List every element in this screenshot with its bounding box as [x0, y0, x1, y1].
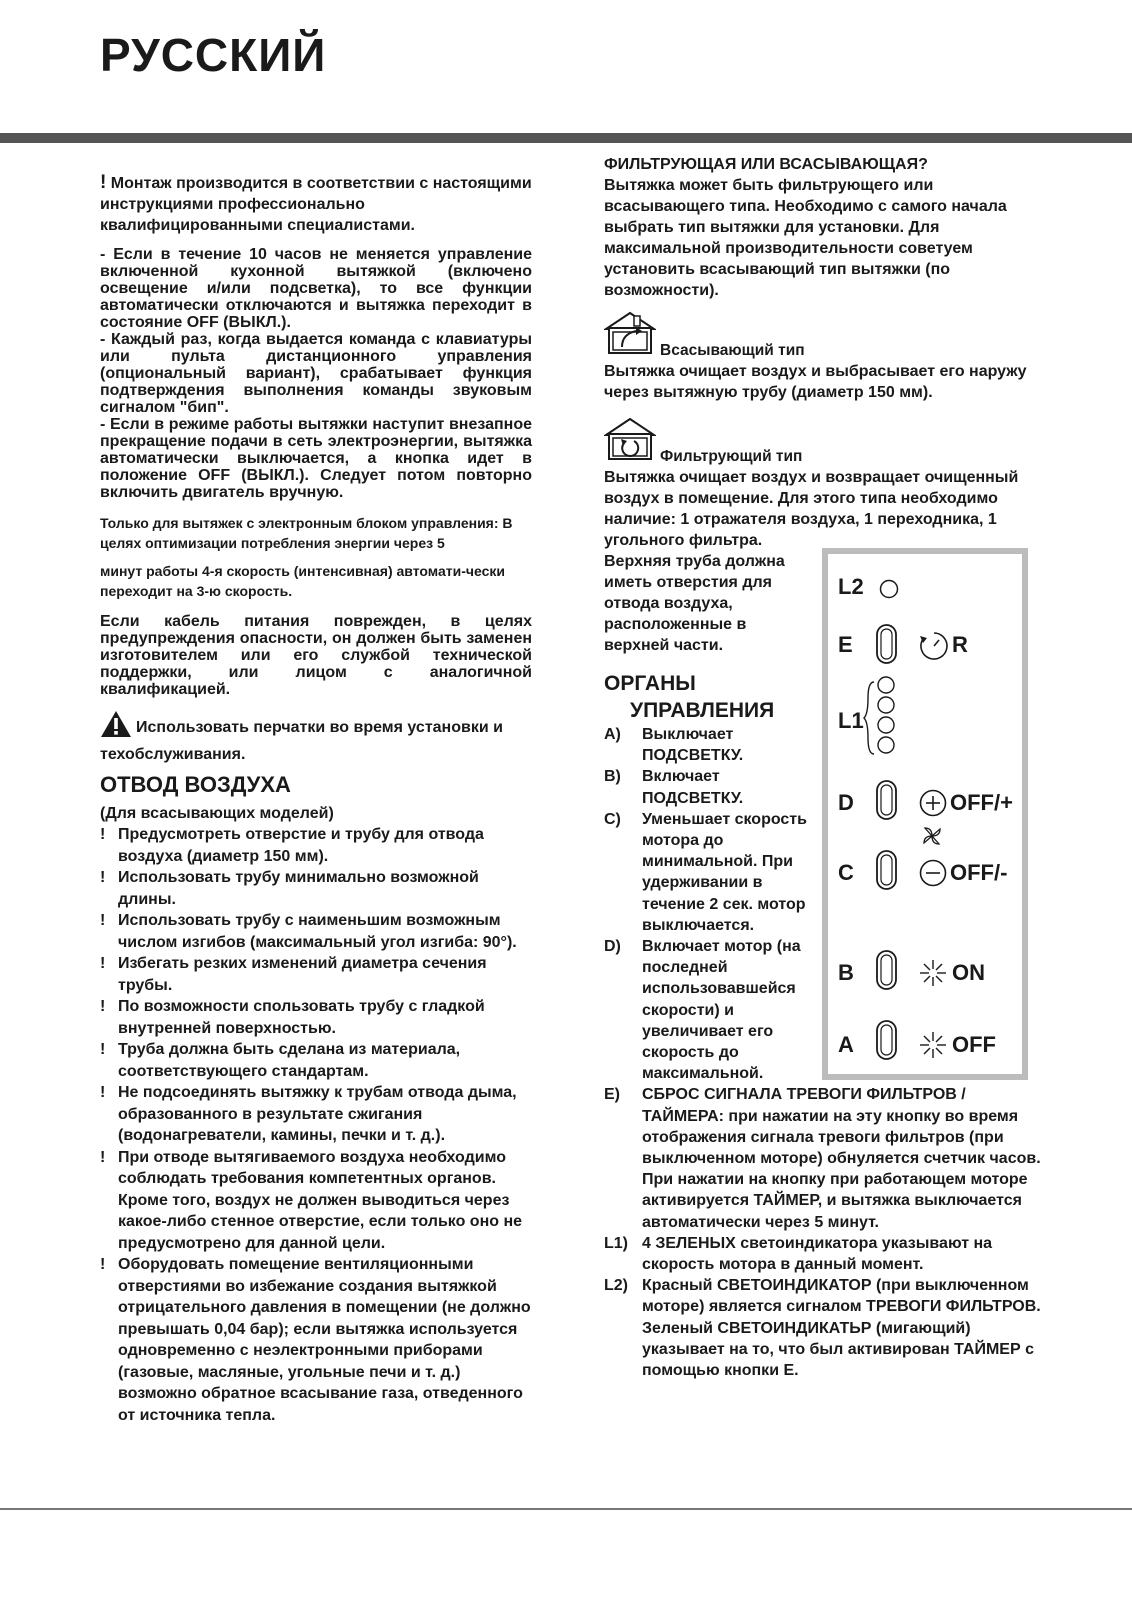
- list-item: ! Труба должна быть сделана из материала, соответствующего стандартам.: [100, 1041, 461, 1080]
- install-note: [100, 172, 532, 236]
- panel-label-l1: L1: [838, 708, 864, 733]
- footer-divider: [0, 1508, 1132, 1510]
- timer-reset-icon: [918, 630, 950, 662]
- light-off-icon: [918, 1030, 948, 1060]
- warning-triangle-icon: [100, 710, 132, 744]
- air-duct-rules: [100, 824, 532, 1426]
- control-item-a: A) Выключает ПОДСВЕТКУ.: [604, 726, 744, 765]
- upper-pipe-note: Верхняя труба должна иметь отверстия для отвода воздуха, расположенные в верхней части.: [604, 553, 785, 654]
- control-item-b: B) Включает ПОДСВЕТКУ.: [604, 768, 744, 807]
- notes-block: [100, 246, 532, 501]
- electronic-note: Только для вытяжек с электронным блоком управления: В целях оптимизации потребления энергии через 5: [100, 515, 513, 551]
- note-item: - Каждый раз, когда выдается команда с клавиатуры или пульта дистанционного управления (опциональный вариант), срабатывает функция подтверждения выполнения команды звуковым сигналом "бип".: [100, 331, 532, 416]
- list-item: ! Избегать резких изменений диаметра сечения трубы.: [100, 955, 487, 994]
- controls-title: ОРГАНЫ УПРАВЛЕНИЯ: [604, 672, 775, 722]
- light-on-icon: [918, 958, 948, 988]
- suction-house-icon: [604, 311, 656, 361]
- button-a-icon[interactable]: [874, 1018, 900, 1062]
- panel-label-c: C: [838, 860, 854, 885]
- exclamation-icon: !: [100, 172, 107, 193]
- panel-label-b: B: [838, 960, 854, 985]
- panel-label-a: A: [838, 1032, 854, 1057]
- list-item: ! Предусмотреть отверстие и трубу для отвода воздуха (диаметр 150 мм).: [100, 826, 484, 865]
- panel-text-off: OFF: [952, 1032, 996, 1057]
- fan-icon: [920, 824, 944, 848]
- gloves-warning: [100, 710, 532, 765]
- panel-label-l2: L2: [838, 574, 864, 599]
- header-divider: [0, 133, 1132, 143]
- l1-led-group-icon: [862, 674, 902, 764]
- button-d-icon[interactable]: [874, 778, 900, 822]
- install-note-text: Монтаж производится в соответствии с настоящими инструкциями профессионально квалифицированными специалистами.: [100, 175, 532, 234]
- suction-text: Вытяжка очищает воздух и выбрасывает его наружу через вытяжную трубу (диаметр 150 мм).: [604, 363, 1027, 401]
- l2-led-icon: [878, 578, 900, 600]
- list-item: ! Использовать трубу с наименьшим возможным числом изгибов (максимальный угол изгиба: 90°).: [100, 912, 517, 951]
- list-item: ! По возможности спользовать трубу с гладкой внутренней поверхностью.: [100, 998, 485, 1037]
- note-item: - Если в течение 10 часов не меняется управление включенной кухонной вытяжкой (включено освещение и/или подсветка), то все функции автоматически отключаются и вытяжка переходит в состояние OFF (ВЫКЛ.).: [100, 246, 532, 331]
- panel-text-r: R: [952, 632, 968, 657]
- panel-text-on: ON: [952, 960, 985, 985]
- list-item: ! При отводе вытягиваемого воздуха необходимо соблюдать требования компетентных органов. Кроме того, воздух не должен выводиться через какое-либо стенное отверстие, если только оно не предусмотрено для данной цели.: [100, 1148, 523, 1252]
- section-subtitle: (Для всасывающих моделей): [100, 805, 334, 822]
- control-item-c: C) Уменьшает скорость мотора до минимальной. При удерживании в течение 2 сек. мотор выключается.: [604, 810, 807, 934]
- suction-mode: [604, 311, 1052, 361]
- suction-label: Всасывающий тип: [660, 342, 805, 359]
- control-item-l1: L1) 4 ЗЕЛЕНЫХ светоиндикатора указывают на скорость мотора в данный момент.: [604, 1234, 993, 1274]
- button-b-icon[interactable]: [874, 948, 900, 992]
- panel-text-off-minus: OFF/-: [950, 860, 1008, 885]
- button-c-icon[interactable]: [874, 848, 900, 892]
- list-item: ! Оборудовать помещение вентиляционными отверстиями во избежание создания вытяжкой отрицательного давления в помещении (не должно превышать 0,04 бар); если вытяжка используется одновременно с неэлектронными приборами (газовые, масляные, угольные печи и т. д.) возможно обратное всасывание газа, отведенного от источника тепла.: [100, 1256, 531, 1424]
- type-heading: ФИЛЬТРУЮЩАЯ ИЛИ ВСАСЫВАЮЩАЯ?: [604, 156, 928, 173]
- type-intro: Вытяжка может быть фильтрующего или всасывающего типа. Необходимо с самого начала выбрать тип вытяжки для установки. Для максимальной производительности советуем установить всасывающий тип вытяжки (по возможности).: [604, 177, 1007, 299]
- filter-label: Фильтрующий тип: [660, 448, 803, 465]
- plus-circle-icon: [918, 788, 948, 818]
- electronic-note-cont: минут работы 4-я скорость (интенсивная) автомати-чески переходит на 3-ю скорость.: [100, 563, 505, 599]
- left-column: [100, 172, 532, 1426]
- list-item: ! Не подсоединять вытяжку к трубам отвода дыма, образованного в результате сжигания (водонагреватели, камины, печки и т. д.).: [100, 1084, 517, 1144]
- control-panel-diagram: [822, 548, 1028, 1080]
- control-item-l2: L2) Красный СВЕТОИНДИКАТОР (при выключенном моторе) является сигналом ТРЕВОГИ ФИЛЬТРОВ. Зеленый СВЕТОИНДИКАТЬР (мигающий) указывает на то, что был активирован ТАЙМЕР с помощью кнопки E.: [604, 1277, 1041, 1380]
- filter-text: Вытяжка очищает воздух и возвращает очищенный воздух в помещение. Для этого типа необходимо наличие: 1 отражателя воздуха, 1 переходника, 1 угольного фильтра.: [604, 469, 1019, 549]
- filter-mode: [604, 417, 1052, 467]
- control-item-d: D) Включает мотор (на последней использовавшейся скорости) и увеличивает его скорость до максимальной.: [604, 938, 801, 1083]
- panel-label-e: E: [838, 632, 853, 657]
- filter-house-icon: [604, 417, 656, 467]
- note-item: - Если в режиме работы вытяжки наступит внезапное прекращение подачи в сеть электроэнергии, вытяжка автоматически выключается, а кнопка идет в положение OFF (ВЫКЛ.). Следует потом повторно включить двигатель вручную.: [100, 416, 532, 501]
- panel-text-off-plus: OFF/+: [950, 790, 1013, 815]
- cable-note: Если кабель питания поврежден, в целях предупреждения опасности, он должен быть заменен изготовителем или его службой технической поддержки, или лицом с аналогичной квалификацией.: [100, 613, 532, 698]
- page-title: РУССКИЙ: [100, 29, 327, 81]
- panel-label-d: D: [838, 790, 854, 815]
- list-item: ! Использовать трубу минимально возможной длины.: [100, 869, 479, 908]
- button-e-icon[interactable]: [874, 622, 900, 666]
- section-title: ОТВОД ВОЗДУХА: [100, 772, 291, 797]
- control-item-e: E) СБРОС СИГНАЛА ТРЕВОГИ ФИЛЬТРОВ / ТАЙМЕРА: при нажатии на эту кнопку во время отображения сигнала тревоги фильтров (при выключенном моторе) обнуляется счетчик часов. При нажатии на кнопку при работающем моторе активируется ТАЙМЕР, и вытяжка выключается автоматически через 5 минут.: [604, 1086, 1041, 1231]
- minus-circle-icon: [918, 858, 948, 888]
- gloves-warning-text: Использовать перчатки во время установки и техобслуживания.: [100, 719, 503, 763]
